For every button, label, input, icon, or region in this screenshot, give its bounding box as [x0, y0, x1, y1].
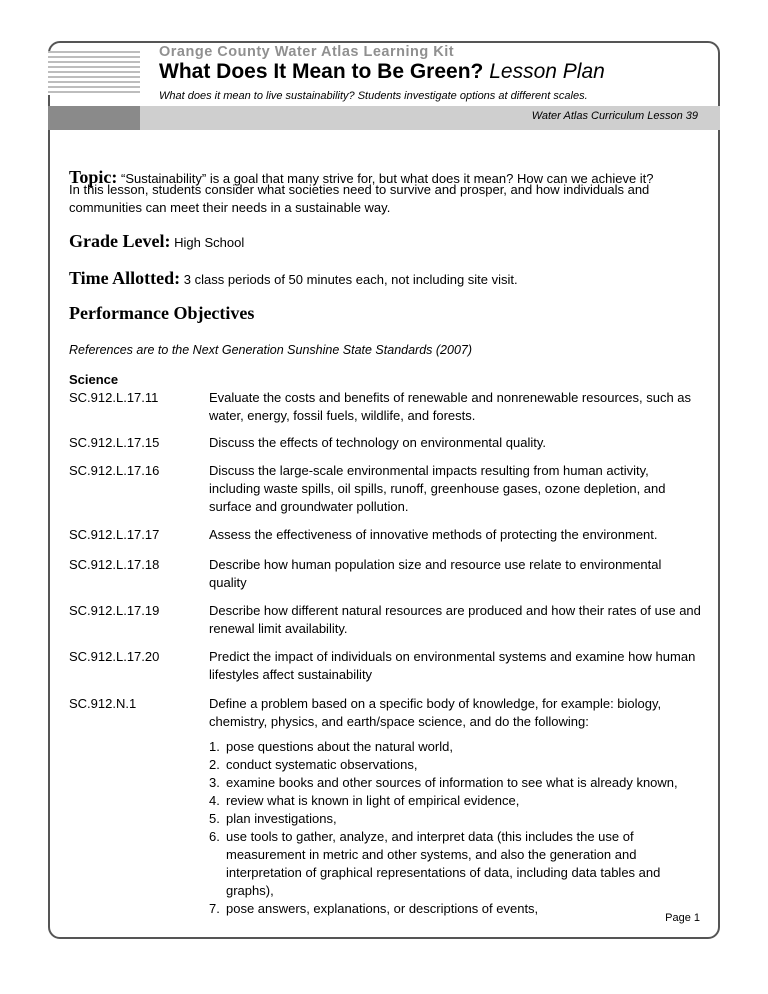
topic-body: In this lesson, students consider what societies need to survive and prosper, and how individuals and communities can meet their needs in a sustainable way. [69, 182, 650, 215]
standard-description: Define a problem based on a specific body of knowledge, for example: biology, chemistry, physics, and earth/space science, and do the following: [209, 696, 662, 729]
list-item-number: 4. [209, 793, 220, 808]
lesson-title-suffix: Lesson Plan [489, 60, 605, 83]
list-item-number: 5. [209, 811, 220, 826]
standard-code: SC.912.L.17.15 [69, 435, 160, 450]
header-band-accent [48, 106, 140, 130]
list-item-text: examine books and other sources of information to see what is already known, [226, 775, 678, 790]
list-item [209, 774, 701, 792]
grade-level-heading: Grade Level: [69, 231, 171, 251]
kit-title: Orange County Water Atlas Learning Kit [159, 44, 455, 60]
standards-reference-note: References are to the Next Generation Sunshine State Standards (2007) [69, 343, 473, 357]
page-number: Page 1 [665, 912, 700, 924]
standard-code: SC.912.L.17.11 [69, 390, 159, 405]
list-item-text: pose answers, explanations, or descriptions of events, [226, 901, 539, 916]
standard-code: SC.912.L.17.20 [69, 649, 160, 664]
lesson-title [159, 60, 605, 84]
standard-description: Discuss the large-scale environmental impacts resulting from human activity, including waste spills, oil spills, runoff, greenhouse gases, ozone depletion, and surface and groundwater pollution. [209, 463, 666, 514]
lesson-title-main: What Does It Mean to Be Green? [159, 60, 484, 83]
header-stripes-decoration [48, 51, 140, 95]
time-allotted-heading: Time Allotted: [69, 268, 181, 288]
science-label: Science [69, 372, 119, 387]
list-item [209, 792, 701, 810]
list-item-text: use tools to gather, analyze, and interpret data (this includes the use of measurement in metric and other systems, and also the generation and interpretation of graphical representations of data, including data tables and graphs), [226, 829, 661, 898]
standard-description: Describe how human population size and resource use relate to environmental quality [209, 557, 662, 590]
standard-code: SC.912.N.1 [69, 696, 137, 711]
standard-code: SC.912.L.17.16 [69, 463, 160, 478]
grade-level-value: High School [174, 235, 245, 250]
list-item-number: 7. [209, 901, 220, 916]
topic-heading: Topic: [69, 167, 118, 187]
standard-description: Discuss the effects of technology on environmental quality. [209, 435, 546, 450]
list-item [209, 900, 701, 918]
standard-description: Describe how different natural resources are produced and how their rates of use and renewal limit availability. [209, 603, 701, 636]
list-item [209, 828, 701, 900]
time-allotted-value: 3 class periods of 50 minutes each, not including site visit. [183, 272, 518, 287]
list-item [209, 738, 701, 756]
list-item-text: plan investigations, [226, 811, 337, 826]
list-item-number: 2. [209, 757, 220, 772]
topic-lead: “Sustainability” is a goal that many strive for, but what does it mean? How can we achieve it? [120, 171, 654, 186]
grade-level [69, 231, 244, 252]
standard-code: SC.912.L.17.19 [69, 603, 160, 618]
lesson-number-label: Water Atlas Curriculum Lesson 39 [531, 110, 698, 122]
list-item [209, 810, 701, 828]
lesson-subtitle: What does it mean to live sustainability? Students investigate options at different scales. [159, 90, 588, 102]
list-item-text: conduct systematic observations, [226, 757, 418, 772]
standard-description: Evaluate the costs and benefits of renewable and nonrenewable resources, such as water, energy, fossil fuels, wildlife, and forests. [209, 390, 692, 423]
standard-description: Assess the effectiveness of innovative methods of protecting the environment. [209, 527, 658, 542]
list-item-text: pose questions about the natural world, [226, 739, 453, 754]
list-item-number: 6. [209, 829, 220, 844]
standard-code: SC.912.L.17.18 [69, 557, 160, 572]
list-item-number: 1. [209, 739, 220, 754]
list-item [209, 756, 701, 774]
standard-code: SC.912.L.17.17 [69, 527, 160, 542]
inquiry-steps-list [209, 738, 701, 918]
list-item-text: review what is known in light of empirical evidence, [226, 793, 520, 808]
standard-description: Predict the impact of individuals on environmental systems and examine how human lifestyles affect sustainability [209, 649, 696, 682]
list-item-number: 3. [209, 775, 220, 790]
performance-objectives-heading: Performance Objectives [69, 303, 255, 323]
time-allotted [69, 268, 518, 289]
